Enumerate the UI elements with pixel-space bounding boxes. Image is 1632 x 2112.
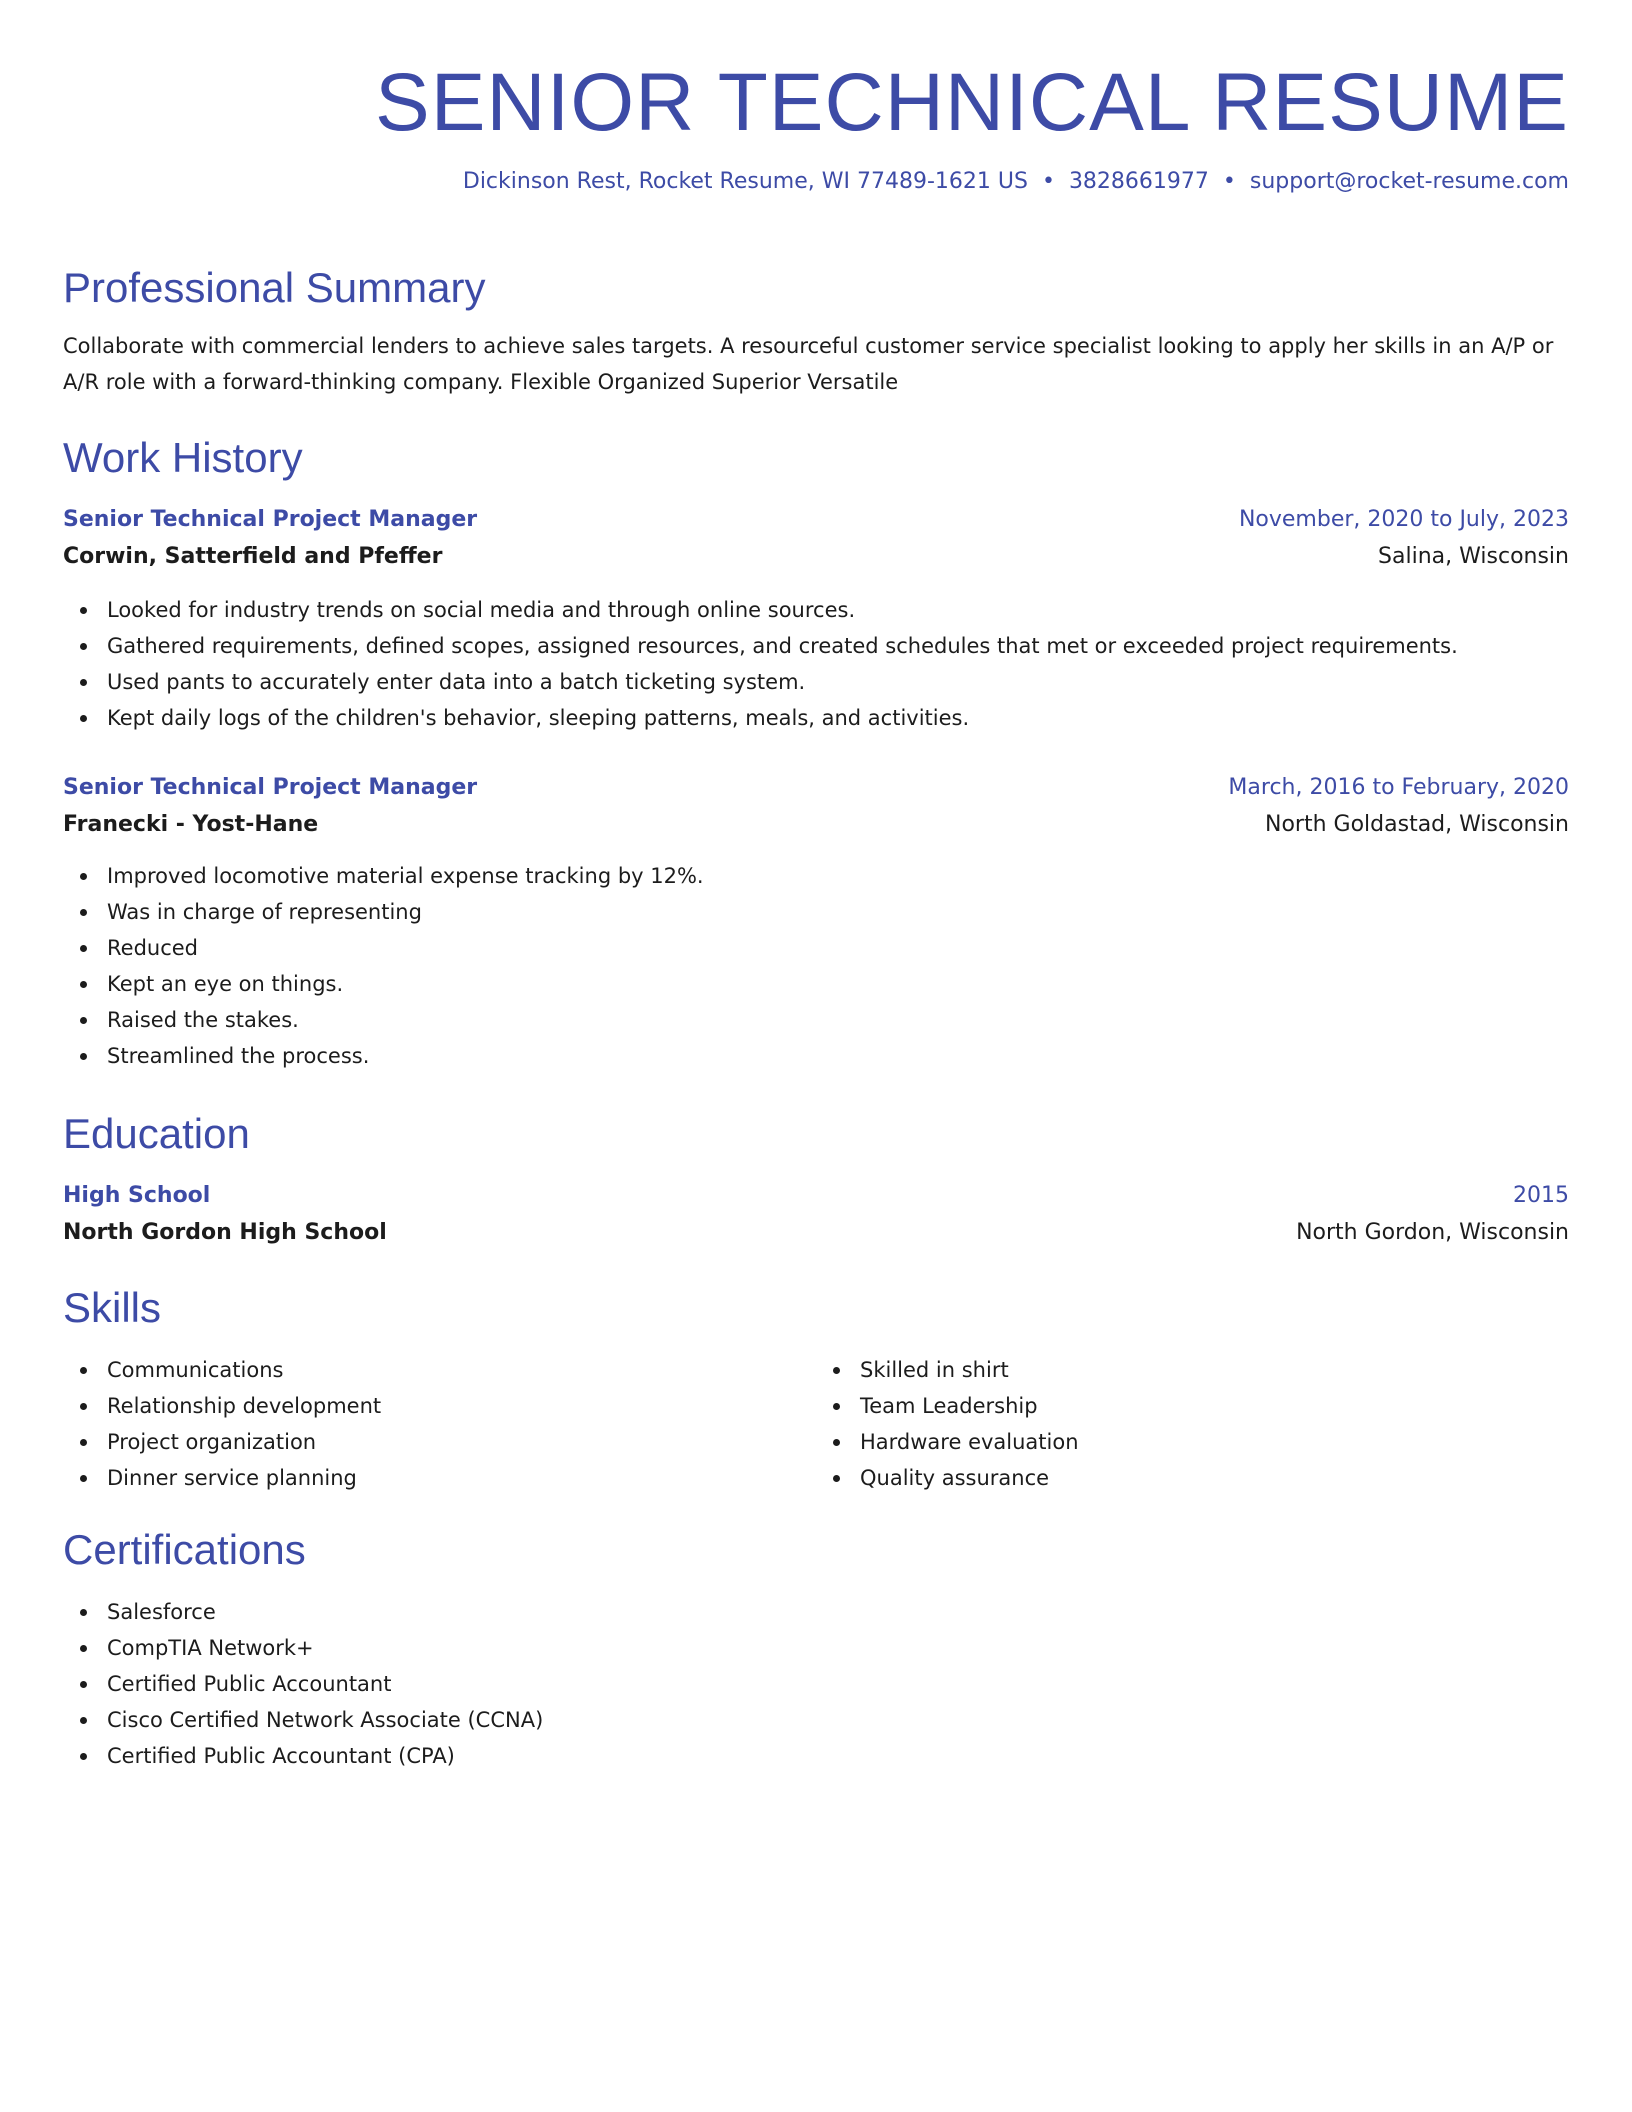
list-item: Project organization	[107, 1424, 816, 1460]
list-item: Streamlined the process.	[107, 1038, 1569, 1074]
job-entry	[63, 770, 1569, 1074]
list-item: Communications	[107, 1352, 816, 1388]
list-item: Raised the stakes.	[107, 1002, 1569, 1038]
certifications-list	[63, 1594, 1569, 1774]
job-location: Salina, Wisconsin	[1378, 544, 1569, 569]
list-item: Reduced	[107, 930, 1569, 966]
education-heading: Education	[63, 1110, 250, 1157]
list-item: Quality assurance	[860, 1460, 1569, 1496]
education-entry	[63, 1178, 1569, 1252]
list-item: Kept daily logs of the children's behavior, sleeping patterns, meals, and activities.	[107, 700, 1569, 736]
list-item: Gathered requirements, defined scopes, assigned resources, and created schedules that met or exceeded project requirements.	[107, 628, 1569, 664]
education-header-row	[63, 1178, 1569, 1214]
job-bullets	[63, 858, 1569, 1074]
list-item: Dinner service planning	[107, 1460, 816, 1496]
list-item: Salesforce	[107, 1594, 1569, 1630]
education-school: North Gordon High School	[63, 1220, 387, 1245]
list-item: Was in charge of representing	[107, 894, 1569, 930]
list-item: Improved locomotive material expense tracking by 12%.	[107, 858, 1569, 894]
list-item: Used pants to accurately enter data into a batch ticketing system.	[107, 664, 1569, 700]
contact-line	[63, 167, 1569, 197]
contact-separator: •	[1041, 169, 1055, 194]
list-item: Hardware evaluation	[860, 1424, 1569, 1460]
job-dates: November, 2020 to July, 2023	[1238, 507, 1569, 532]
education-school-row	[63, 1214, 1569, 1252]
summary-heading: Professional Summary	[63, 264, 486, 311]
contact-separator: •	[1222, 169, 1236, 194]
job-entry	[63, 502, 1569, 736]
skills-list-right	[816, 1352, 1569, 1496]
job-title: Senior Technical Project Manager	[63, 775, 478, 800]
education-year: 2015	[1513, 1183, 1569, 1208]
job-title: Senior Technical Project Manager	[63, 507, 478, 532]
work-history-heading: Work History	[63, 434, 303, 481]
job-location: North Goldastad, Wisconsin	[1265, 812, 1569, 837]
list-item: Cisco Certified Network Associate (CCNA)	[107, 1702, 1569, 1738]
list-item: Certified Public Accountant	[107, 1666, 1569, 1702]
job-header-row	[63, 502, 1569, 538]
job-company-row	[63, 806, 1569, 844]
list-item: CompTIA Network+	[107, 1630, 1569, 1666]
summary-text: Collaborate with commercial lenders to achieve sales targets. A resourceful customer service specialist looking to apply her skills in an A/P or A/R role with a forward-thinking company. Flexible Organized Superior Versatile	[63, 334, 1554, 394]
job-header-row	[63, 770, 1569, 806]
list-item: Skilled in shirt	[860, 1352, 1569, 1388]
list-item: Team Leadership	[860, 1388, 1569, 1424]
resume-title: SENIOR TECHNICAL RESUME	[375, 57, 1569, 148]
education-degree: High School	[63, 1183, 211, 1208]
contact-email[interactable]: support@rocket-resume.com	[1249, 169, 1569, 194]
certifications-heading: Certifications	[63, 1526, 306, 1573]
job-company: Franecki - Yost-Hane	[63, 812, 319, 837]
contact-address: Dickinson Rest, Rocket Resume, WI 77489-1621 US	[462, 169, 1028, 194]
contact-phone[interactable]: 3828661977	[1068, 169, 1209, 194]
education-location: North Gordon, Wisconsin	[1296, 1220, 1569, 1245]
skills-heading: Skills	[63, 1284, 162, 1331]
list-item: Certified Public Accountant (CPA)	[107, 1738, 1569, 1774]
job-company-row	[63, 538, 1569, 576]
list-item: Kept an eye on things.	[107, 966, 1569, 1002]
skills-grid	[63, 1352, 1569, 1496]
skills-list-left	[63, 1352, 816, 1496]
job-dates: March, 2016 to February, 2020	[1228, 775, 1569, 800]
job-bullets	[63, 592, 1569, 736]
list-item: Relationship development	[107, 1388, 816, 1424]
list-item: Looked for industry trends on social media and through online sources.	[107, 592, 1569, 628]
job-company: Corwin, Satterfield and Pfeffer	[63, 544, 443, 569]
